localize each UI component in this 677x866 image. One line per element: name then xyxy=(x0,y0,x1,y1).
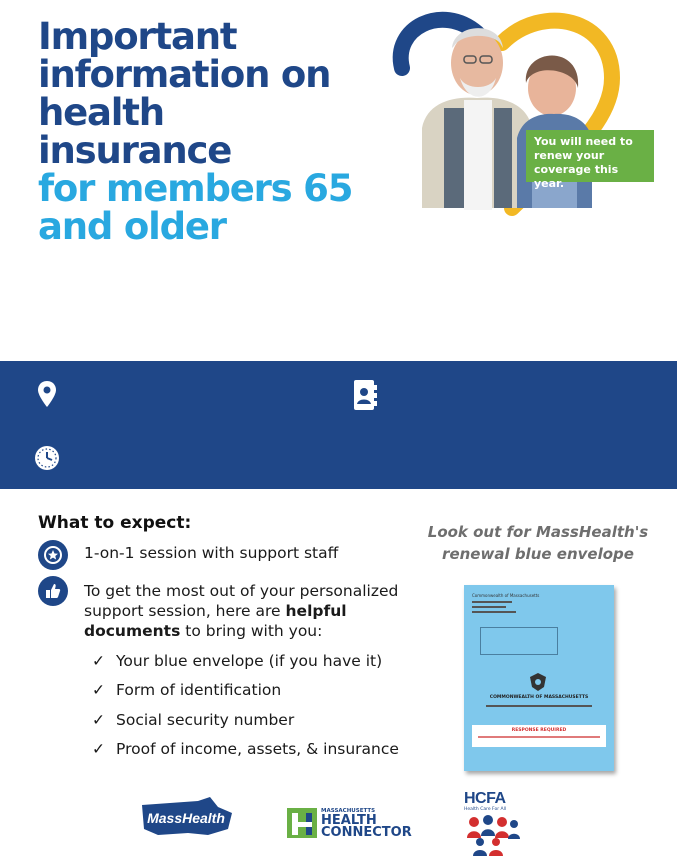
envelope-response-text: RESPONSE REQUIRED xyxy=(511,728,567,733)
expect-item-session: 1-on-1 session with support staff xyxy=(84,544,339,562)
title-line-3: health insurance xyxy=(38,91,232,172)
envelope-address-line xyxy=(472,606,506,608)
checklist-item-label: Your blue envelope (if you have it) xyxy=(116,652,383,670)
title-line-2: information on xyxy=(38,53,331,96)
connector-line-1: HEALTH xyxy=(321,813,377,828)
envelope-divider xyxy=(486,705,592,707)
expect-item-documents xyxy=(84,581,404,641)
title-line-4: for members 65 xyxy=(38,167,353,210)
check-icon: ✓ xyxy=(92,681,105,699)
badge-star-icon xyxy=(38,540,68,570)
connector-h-mark-icon xyxy=(287,808,317,838)
thumbs-up-icon xyxy=(38,576,68,606)
masshealth-logo xyxy=(138,795,236,839)
check-icon: ✓ xyxy=(92,711,105,729)
check-icon: ✓ xyxy=(92,740,105,758)
contact-book-icon xyxy=(352,380,378,410)
envelope-seal-text: COMMONWEALTH OF MASSACHUSETTS xyxy=(489,695,589,700)
checklist-item xyxy=(92,740,399,758)
documents-outro-text: to bring with you: xyxy=(180,622,323,640)
check-icon: ✓ xyxy=(92,652,105,670)
envelope-address-line xyxy=(472,601,512,603)
hcfa-logo xyxy=(464,790,520,860)
checklist-item xyxy=(92,711,294,729)
title-line-5: and older xyxy=(38,205,226,248)
title-line-1: Important xyxy=(38,15,237,58)
envelope-notice xyxy=(418,521,658,565)
expect-heading: What to expect: xyxy=(38,513,192,533)
envelope-address-line xyxy=(472,611,516,613)
documents-bold-text: helpful documents xyxy=(84,602,347,640)
page-title xyxy=(38,15,368,248)
masshealth-logo-text: MassHealth xyxy=(147,810,225,826)
info-band xyxy=(0,361,677,489)
location-pin-icon xyxy=(38,381,56,407)
connector-line-2: CONNECTOR xyxy=(321,825,412,840)
checklist-item-label: Proof of income, assets, & insurance xyxy=(116,740,399,758)
documents-intro-text: To get the most out of your personalized support session, here are xyxy=(84,582,399,620)
clock-icon xyxy=(34,445,60,471)
checklist-item xyxy=(92,681,281,699)
checklist-item xyxy=(92,652,382,670)
state-seal-icon xyxy=(530,673,546,691)
renewal-callout: You will need to renew your coverage this year. xyxy=(526,130,654,182)
hcfa-logo-text: HCFA xyxy=(464,790,506,807)
envelope-notice-line-2: renewal blue envelope xyxy=(442,545,634,563)
hcfa-people-icon xyxy=(464,812,520,856)
envelope-window xyxy=(480,627,558,655)
checklist-item-label: Form of identification xyxy=(116,681,282,699)
connector-state-text: MASSACHUSETTS xyxy=(321,808,376,814)
hcfa-logo-subtitle: Health Care For All xyxy=(464,807,507,812)
blue-envelope-image xyxy=(464,585,614,771)
checklist-item-label: Social security number xyxy=(116,711,295,729)
envelope-sender: Commonwealth of Massachusetts xyxy=(472,593,540,598)
hero-couple-illustration xyxy=(382,8,672,223)
envelope-notice-line-1: Look out for MassHealth's xyxy=(427,523,649,541)
envelope-response-line xyxy=(478,736,600,738)
envelope-response-box xyxy=(472,725,606,747)
